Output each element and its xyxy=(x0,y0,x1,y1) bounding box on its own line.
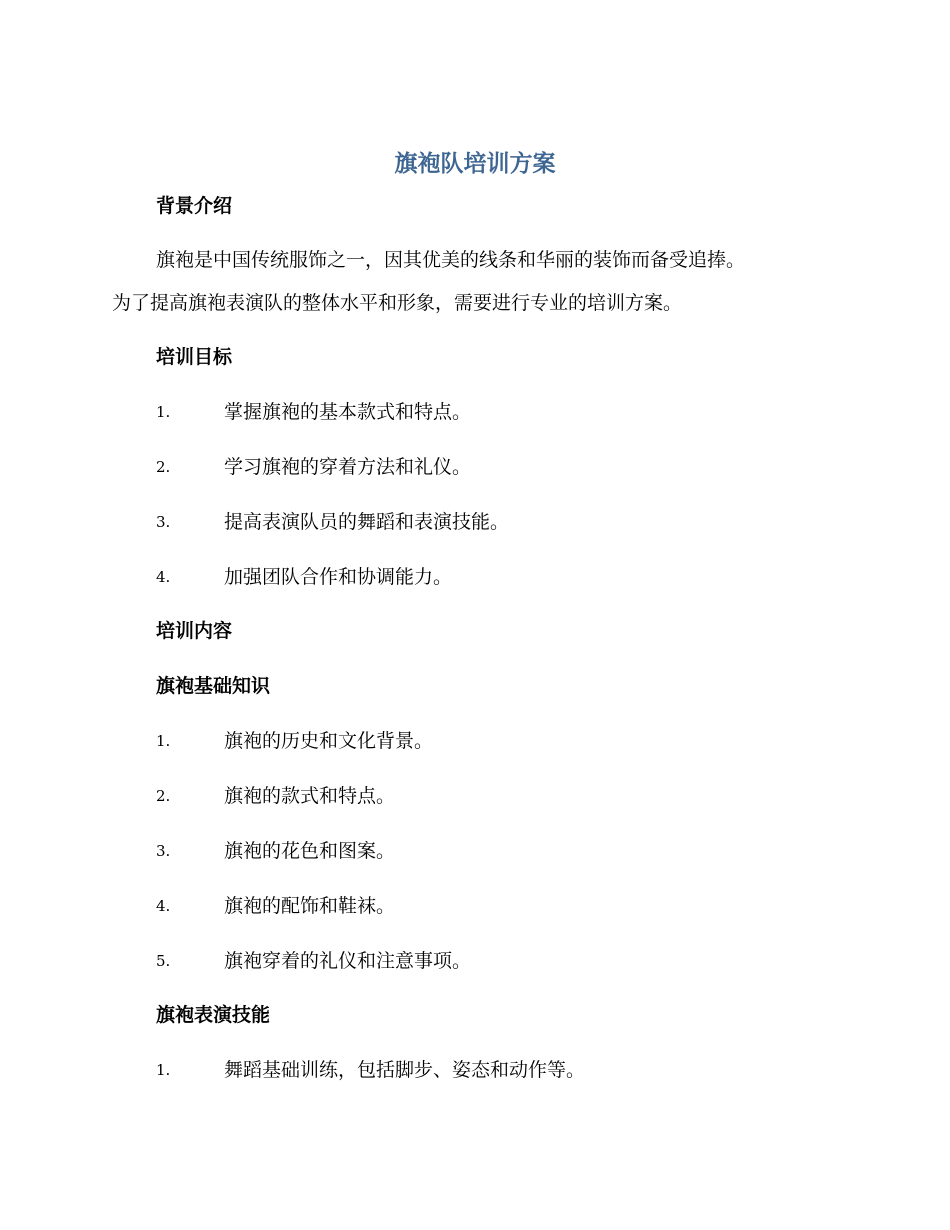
section-heading-content: 培训内容 xyxy=(156,620,233,642)
list-item-text: 旗袍的款式和特点。 xyxy=(224,785,396,807)
list-item-number: 3. xyxy=(156,842,171,860)
list-item-text: 舞蹈基础训练，包括脚步、姿态和动作等。 xyxy=(224,1059,586,1081)
list-item-number: 1. xyxy=(156,403,171,421)
list-item-number: 2. xyxy=(156,458,171,476)
list-item-number: 4. xyxy=(156,897,171,915)
list-item-number: 1. xyxy=(156,1061,171,1079)
list-item-number: 2. xyxy=(156,787,171,805)
list-item-number: 4. xyxy=(156,568,171,586)
list-item-text: 提高表演队员的舞蹈和表演技能。 xyxy=(224,511,510,533)
list-item-number: 1. xyxy=(156,732,171,750)
list-item-number: 3. xyxy=(156,513,171,531)
list-item-text: 旗袍的历史和文化背景。 xyxy=(224,730,434,752)
document-title: 旗袍队培训方案 xyxy=(394,151,556,177)
subsection-heading-basics: 旗袍基础知识 xyxy=(156,675,271,697)
background-paragraph-line-1: 旗袍是中国传统服饰之一，因其优美的线条和华丽的装饰而备受追捧。 xyxy=(156,249,746,271)
section-heading-background: 背景介绍 xyxy=(156,195,233,217)
list-item-text: 旗袍的配饰和鞋袜。 xyxy=(224,895,396,917)
list-item-text: 旗袍的花色和图案。 xyxy=(224,840,396,862)
background-paragraph-line-2: 为了提高旗袍表演队的整体水平和形象，需要进行专业的培训方案。 xyxy=(112,292,683,314)
list-item-text: 旗袍穿着的礼仪和注意事项。 xyxy=(224,950,472,972)
section-heading-goals: 培训目标 xyxy=(156,346,233,368)
list-item-text: 加强团队合作和协调能力。 xyxy=(224,566,453,588)
subsection-heading-skills: 旗袍表演技能 xyxy=(156,1004,271,1026)
list-item-number: 5. xyxy=(156,952,171,970)
list-item-text: 学习旗袍的穿着方法和礼仪。 xyxy=(224,456,472,478)
list-item-text: 掌握旗袍的基本款式和特点。 xyxy=(224,401,472,423)
